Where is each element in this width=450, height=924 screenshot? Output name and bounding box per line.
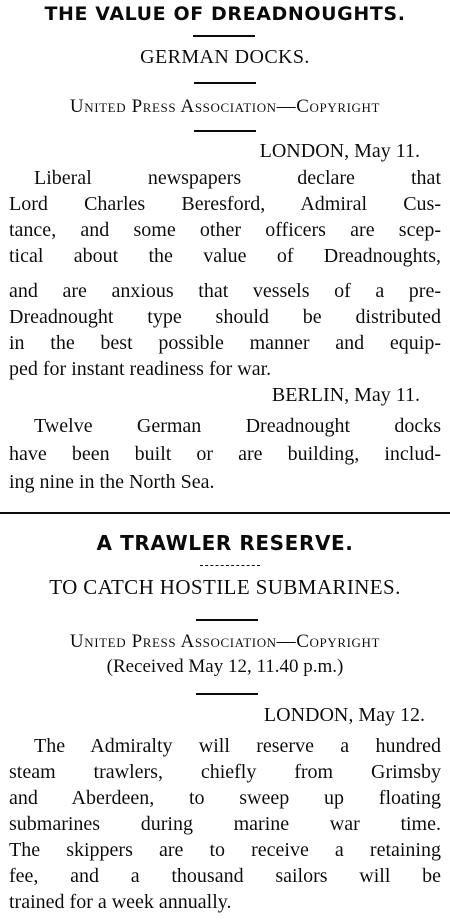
article1-para2-line: have been built or are building, includ-: [9, 443, 441, 465]
article2-para-line: and Aberdeen, to sweep up floating: [9, 787, 441, 809]
received-rule: [196, 693, 258, 695]
subhead-rule: [196, 619, 258, 621]
article1-para2-line: Twelve German Dreadnought docks: [34, 415, 441, 437]
article1-headline: THE VALUE OF DREADNOUGHTS.: [44, 3, 406, 25]
article2-agency: United Press Association—Copyright: [69, 631, 381, 652]
agency-rule: [194, 130, 256, 132]
article2-para-line: fee, and a thousand sailors will be: [9, 865, 441, 887]
article1-para1-line: ped for instant readiness for war.: [9, 358, 272, 380]
article1-subhead: GERMAN DOCKS.: [140, 46, 310, 68]
article1-dateline-london: LONDON, May 11.: [259, 140, 420, 162]
article1-para1-line: tance, and some other officers are scep-: [9, 219, 441, 241]
article2-para-line: The skippers are to receive a retaining: [9, 839, 441, 861]
article1-para1-line: Liberal newspapers declare that: [34, 167, 441, 189]
article1-para1-line: Lord Charles Beresford, Admiral Cus-: [9, 193, 441, 215]
article2-subhead: TO CATCH HOSTILE SUBMARINES.: [49, 575, 401, 599]
article1-para1-line: Dreadnought type should be distributed: [9, 306, 441, 328]
headline-dash-rule: [200, 565, 260, 566]
article2-dateline-london: LONDON, May 12.: [263, 704, 425, 726]
article1-para1-line: tical about the value of Dreadnoughts,: [9, 245, 441, 267]
article1-para1-line: in the best possible manner and equip-: [9, 332, 441, 354]
headline-rule: [193, 35, 255, 37]
article1-para2-line: ing nine in the North Sea.: [9, 471, 215, 493]
article2-received-time: (Received May 12, 11.40 p.m.): [106, 656, 344, 677]
article2-para-line: The Admiralty will reserve a hundred: [34, 735, 441, 757]
article2-para-line: submarines during marine war time.: [9, 813, 441, 835]
article1-para1-line: and are anxious that vessels of a pre-: [9, 280, 441, 302]
article-separator-rule: [0, 512, 450, 514]
subhead-rule: [194, 82, 256, 84]
article2-headline: A TRAWLER RESERVE.: [96, 531, 354, 555]
article1-dateline-berlin: BERLIN, May 11.: [271, 384, 420, 406]
article1-agency: United Press Association—Copyright: [69, 96, 381, 117]
article2-para-line: steam trawlers, chiefly from Grimsby: [9, 761, 441, 783]
article2-para-line: trained for a week annually.: [9, 891, 232, 913]
